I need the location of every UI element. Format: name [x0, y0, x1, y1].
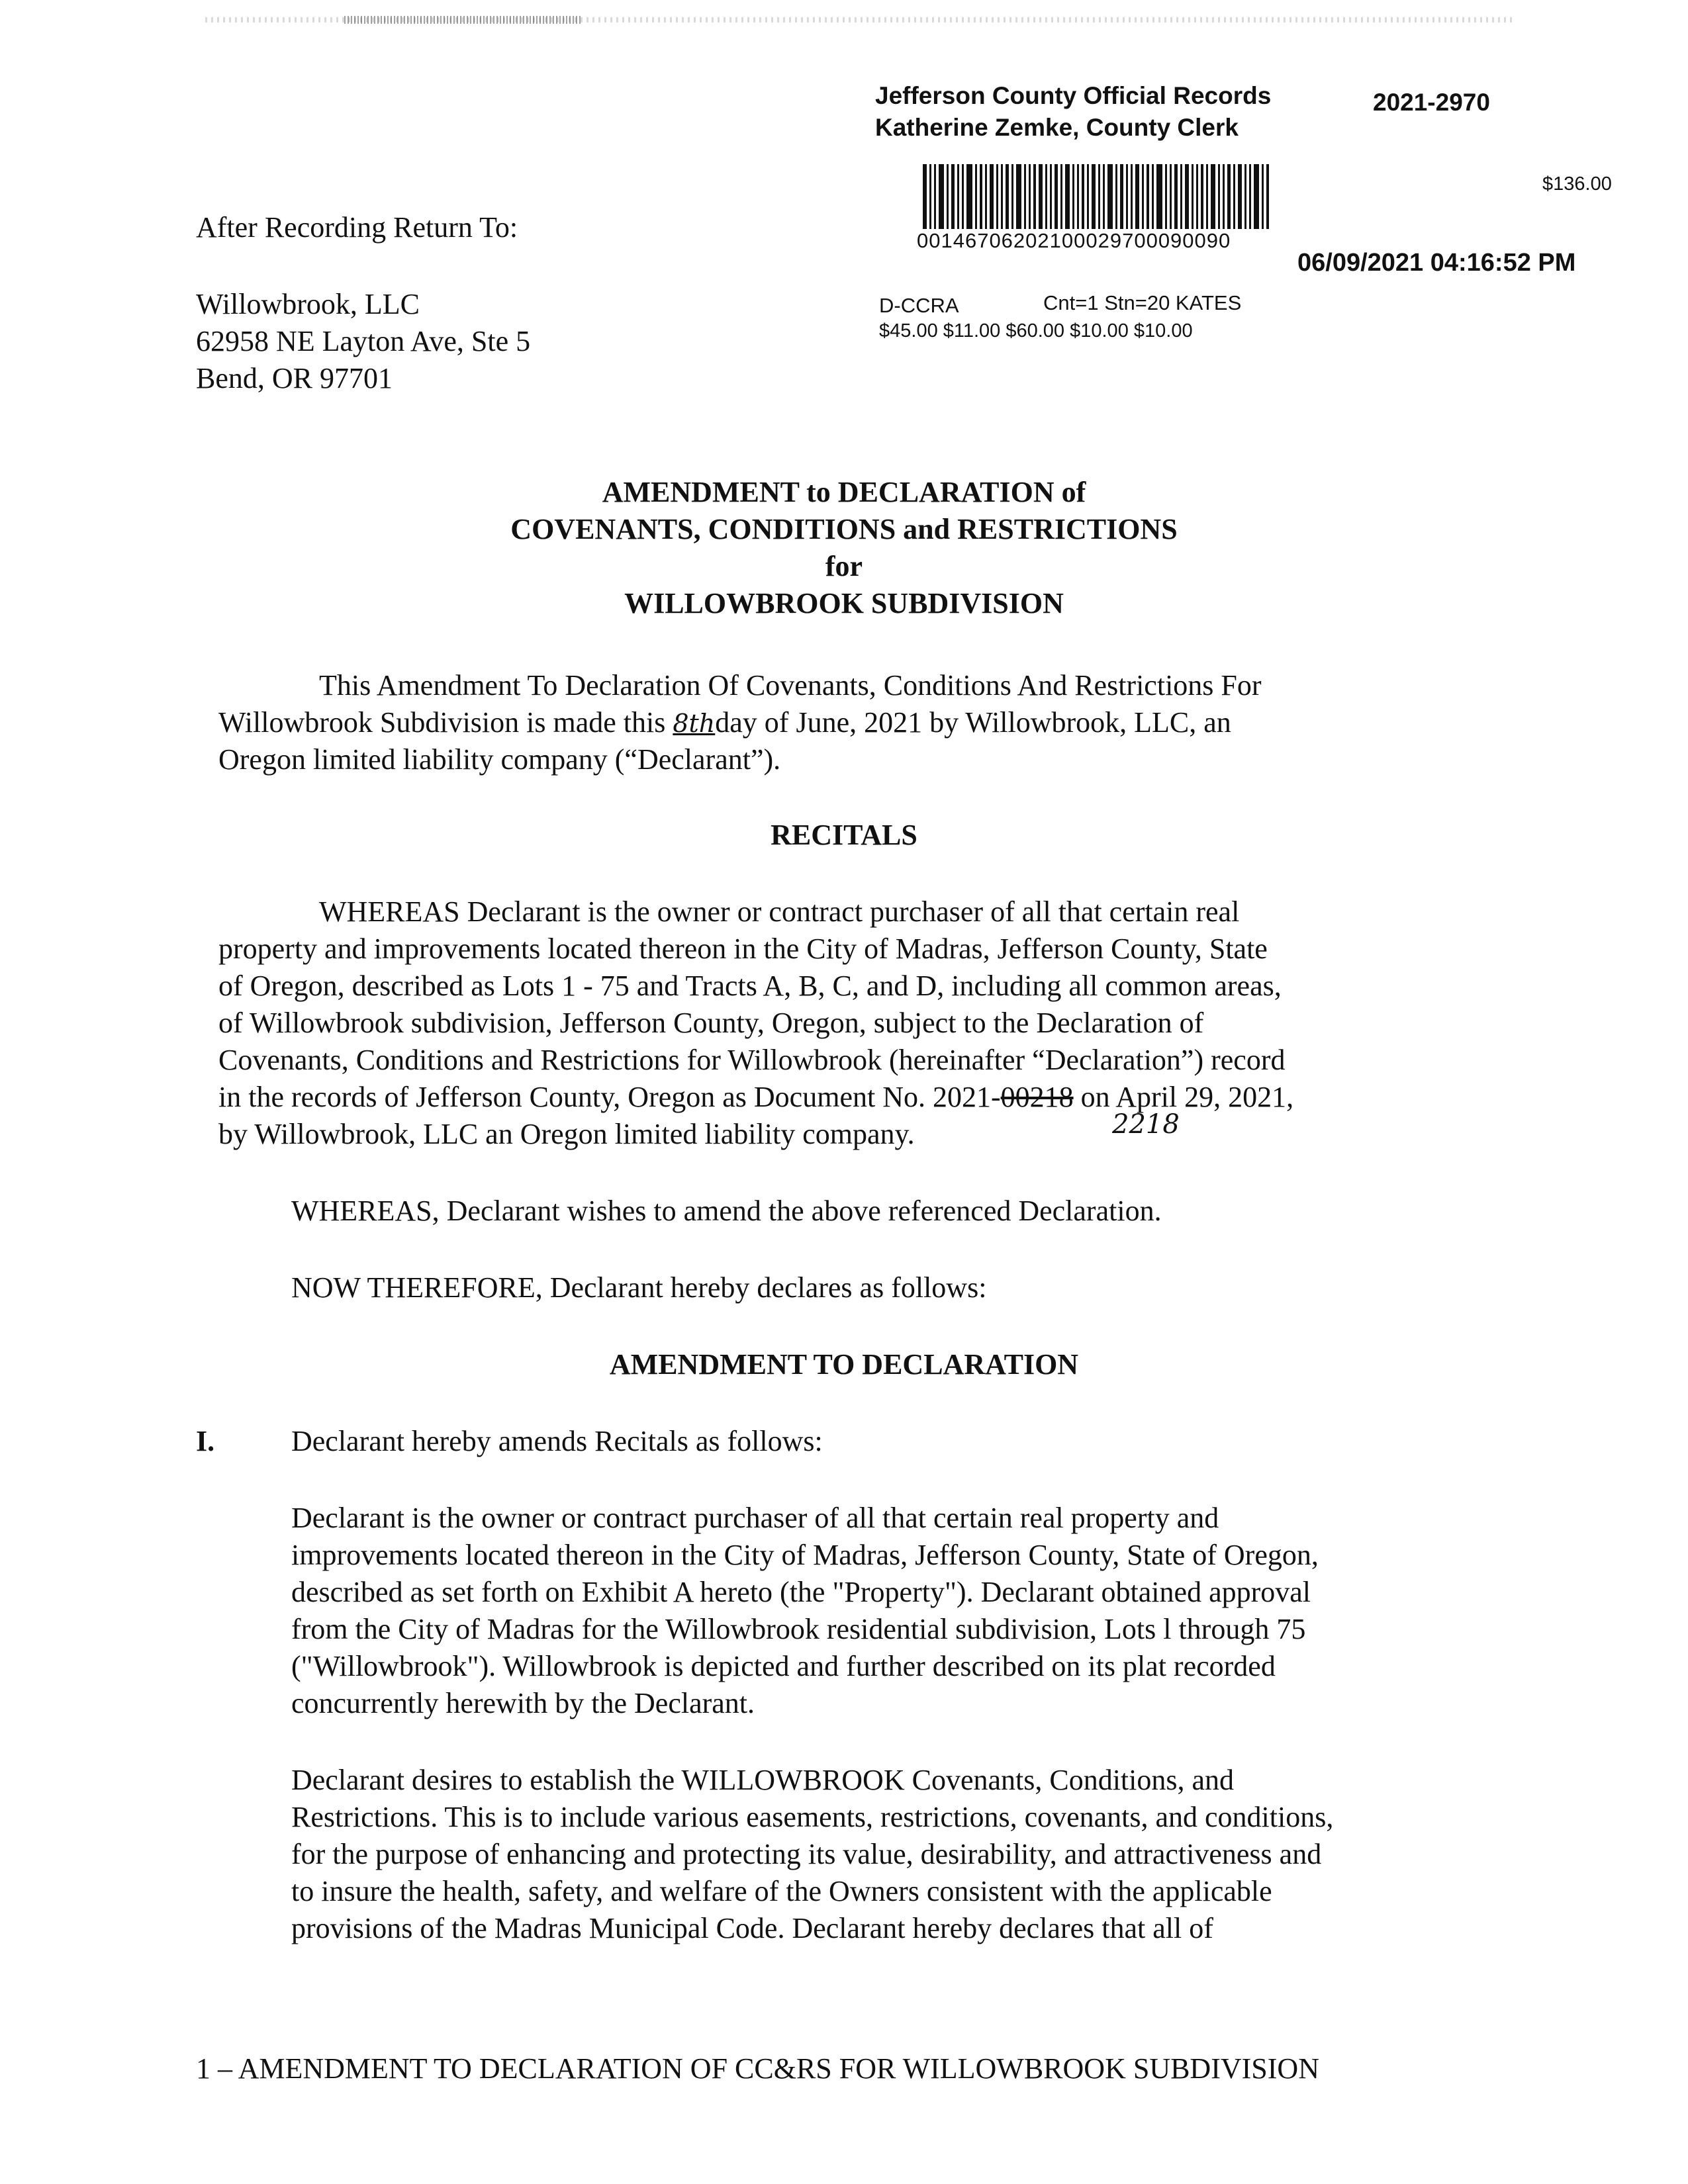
barcode-bar — [1152, 164, 1154, 229]
item-number: I. — [196, 1425, 215, 1457]
document-number: 2021-2970 — [1373, 89, 1490, 116]
struck-document-number: 00218 — [1000, 1081, 1074, 1113]
page-footer: 1 – AMENDMENT TO DECLARATION OF CC&RS FOR WILLOWBROOK SUBDIVISION — [196, 2052, 1319, 2085]
intro-line-2-text-a: Willowbrook Subdivision is made this — [218, 706, 673, 739]
barcode-bar — [1107, 164, 1113, 229]
barcode-bar — [1196, 164, 1198, 229]
recitals-line-4: of Willowbrook subdivision, Jefferson County, Oregon, subject to the Declaration of — [218, 1007, 1204, 1039]
barcode-bar — [1077, 164, 1079, 229]
title-line-1: AMENDMENT to DECLARATION of — [602, 476, 1086, 508]
recitals-line-6-text-b: on April 29, 2021, — [1073, 1081, 1294, 1113]
barcode-bar — [990, 164, 994, 229]
barcode-bar — [966, 164, 972, 229]
title-line-3: for — [825, 550, 863, 582]
barcode-bar — [1087, 164, 1089, 229]
barcode-bar — [1016, 164, 1021, 229]
barcode-bar — [1033, 164, 1036, 229]
barcode-bar — [1029, 164, 1031, 229]
return-to-name: Willowbrook, LLC — [196, 288, 420, 320]
barcode-bar — [1055, 164, 1058, 229]
barcode-bar — [1170, 164, 1172, 229]
barcode-bar — [985, 164, 987, 229]
barcode-bar — [1244, 164, 1246, 229]
title-line-2: COVENANTS, CONDITIONS and RESTRICTIONS — [510, 513, 1178, 545]
barcode-bar — [1156, 164, 1162, 229]
barcode-number: 00146706202100029700090090 — [917, 229, 1231, 252]
item-text: Declarant hereby amends Recitals as follows: — [291, 1425, 823, 1457]
recitals-line-5: Covenants, Conditions and Restrictions for Willowbrook (hereinafter “Declaration”) record — [218, 1044, 1286, 1076]
block2-line-4: to insure the health, safety, and welfare of the Owners consistent with the applicable — [291, 1875, 1272, 1907]
barcode-bar — [1120, 164, 1123, 229]
barcode-bar — [1092, 164, 1096, 229]
recitals-line-2: property and improvements located thereon in the City of Madras, Jefferson County, State — [218, 933, 1268, 965]
barcode-bar — [939, 164, 944, 229]
barcode-bar — [975, 164, 977, 229]
scan-artifact-mark — [344, 16, 583, 24]
barcode-bar — [1011, 164, 1013, 229]
doc-type: D-CCRA — [879, 294, 959, 317]
recording-counts: Cnt=1 Stn=20 KATES — [1043, 291, 1242, 314]
barcode-bar — [1060, 164, 1062, 229]
barcode-bar — [1262, 164, 1264, 229]
block2-line-5: provisions of the Madras Municipal Code. Declarant hereby declares that all of — [291, 1912, 1213, 1944]
return-to-city: Bend, OR 97701 — [196, 362, 393, 394]
barcode-bar — [1206, 164, 1208, 229]
handwritten-day: 8th — [673, 709, 716, 738]
recitals-line-6-text-a: in the records of Jefferson County, Oregon as Document No. 2021- — [218, 1081, 1001, 1113]
barcode-bar — [1024, 164, 1026, 229]
barcode-bar — [962, 164, 964, 229]
barcode-bar — [996, 164, 998, 229]
block1-line-4: from the City of Madras for the Willowbrook residential subdivision, Lots l through 75 — [291, 1613, 1306, 1645]
block2-line-2: Restrictions. This is to include various easements, restrictions, covenants, and conditions, — [291, 1801, 1334, 1833]
barcode-bar — [1142, 164, 1144, 229]
block2-line-1: Declarant desires to establish the WILLOWBROOK Covenants, Conditions, and — [291, 1764, 1235, 1796]
barcode-bar — [1006, 164, 1009, 229]
barcode-bar — [1103, 164, 1105, 229]
barcode-bar — [1072, 164, 1074, 229]
barcode-bar — [947, 164, 949, 229]
barcode-bar — [1223, 164, 1225, 229]
block2-line-3: for the purpose of enhancing and protecting its value, desirability, and attractiveness and — [291, 1838, 1322, 1870]
intro-line-1: This Amendment To Declaration Of Covenants, Conditions And Restrictions For — [319, 669, 1262, 702]
recitals-line-7: by Willowbrook, LLC an Oregon limited liability company. — [218, 1118, 915, 1150]
block1-line-2: improvements located thereon in the City of Madras, Jefferson County, State of Oregon, — [291, 1539, 1319, 1571]
barcode-bar — [1211, 164, 1215, 229]
barcode-bar — [1201, 164, 1203, 229]
barcode-bar — [934, 164, 936, 229]
barcode-bar — [1001, 164, 1003, 229]
intro-line-2-text-b: day of June, 2021 by Willowbrook, LLC, an — [715, 706, 1231, 739]
barcode-bar — [1266, 164, 1269, 229]
recitals-heading: RECITALS — [771, 819, 917, 851]
recitals-line-3: of Oregon, described as Lots 1 - 75 and Tracts A, B, C, and D, including all common areas, — [218, 970, 1282, 1002]
title-line-4: WILLOWBROOK SUBDIVISION — [624, 587, 1064, 619]
barcode-bar — [980, 164, 982, 229]
county-clerk: Katherine Zemke, County Clerk — [875, 114, 1239, 141]
barcode-bar — [1115, 164, 1117, 229]
block1-line-3: described as set forth on Exhibit A hereto (the "Property"). Declarant obtained approval — [291, 1576, 1311, 1608]
return-to-street: 62958 NE Layton Ave, Ste 5 — [196, 325, 531, 357]
barcode-bar — [1238, 164, 1242, 229]
barcode-bar — [923, 164, 927, 229]
barcode-bar — [1180, 164, 1182, 229]
barcode-bar — [1131, 164, 1133, 229]
recorded-datetime: 06/09/2021 04:16:52 PM — [1297, 249, 1576, 277]
recording-fees: $45.00 $11.00 $60.00 $10.00 $10.00 — [879, 320, 1193, 341]
return-to-label: After Recording Return To: — [196, 211, 518, 244]
intro-line-2 — [218, 704, 1231, 742]
barcode-bar — [1126, 164, 1128, 229]
barcode-bar — [1147, 164, 1149, 229]
barcode-bar — [1050, 164, 1052, 229]
block1-line-5: ("Willowbrook"). Willowbrook is depicted and further described on its plat recorded — [291, 1650, 1276, 1682]
recitals-para-2: WHEREAS, Declarant wishes to amend the above referenced Declaration. — [291, 1195, 1162, 1227]
barcode-bar — [1082, 164, 1084, 229]
barcode-bar — [1174, 164, 1178, 229]
recitals-para-3: NOW THEREFORE, Declarant hereby declares as follows: — [291, 1271, 987, 1304]
barcode-bar — [1039, 164, 1043, 229]
handwritten-correction: 2218 — [1112, 1109, 1180, 1140]
barcode-bar — [951, 164, 955, 229]
barcode-bar — [1185, 164, 1189, 229]
barcode-bar — [1233, 164, 1235, 229]
barcode-bar — [1254, 164, 1259, 229]
barcode — [923, 164, 1431, 229]
barcode-bar — [1249, 164, 1251, 229]
barcode-bar — [1045, 164, 1047, 229]
amendment-heading: AMENDMENT TO DECLARATION — [609, 1348, 1079, 1381]
barcode-bar — [1065, 164, 1070, 229]
recording-amount: $136.00 — [1542, 173, 1612, 195]
barcode-bar — [957, 164, 959, 229]
barcode-bar — [1098, 164, 1100, 229]
barcode-bar — [1135, 164, 1139, 229]
barcode-bar — [1218, 164, 1220, 229]
barcode-bar — [1227, 164, 1231, 229]
recitals-line-1: WHEREAS Declarant is the owner or contract purchaser of all that certain real — [319, 895, 1240, 928]
intro-line-3: Oregon limited liability company (“Declarant”). — [218, 743, 781, 776]
recorder-office: Jefferson County Official Records — [875, 82, 1272, 109]
barcode-bar — [1165, 164, 1167, 229]
barcode-bar — [929, 164, 931, 229]
block1-line-1: Declarant is the owner or contract purchaser of all that certain real property and — [291, 1502, 1219, 1534]
block1-line-6: concurrently herewith by the Declarant. — [291, 1687, 755, 1719]
barcode-bar — [1192, 164, 1194, 229]
